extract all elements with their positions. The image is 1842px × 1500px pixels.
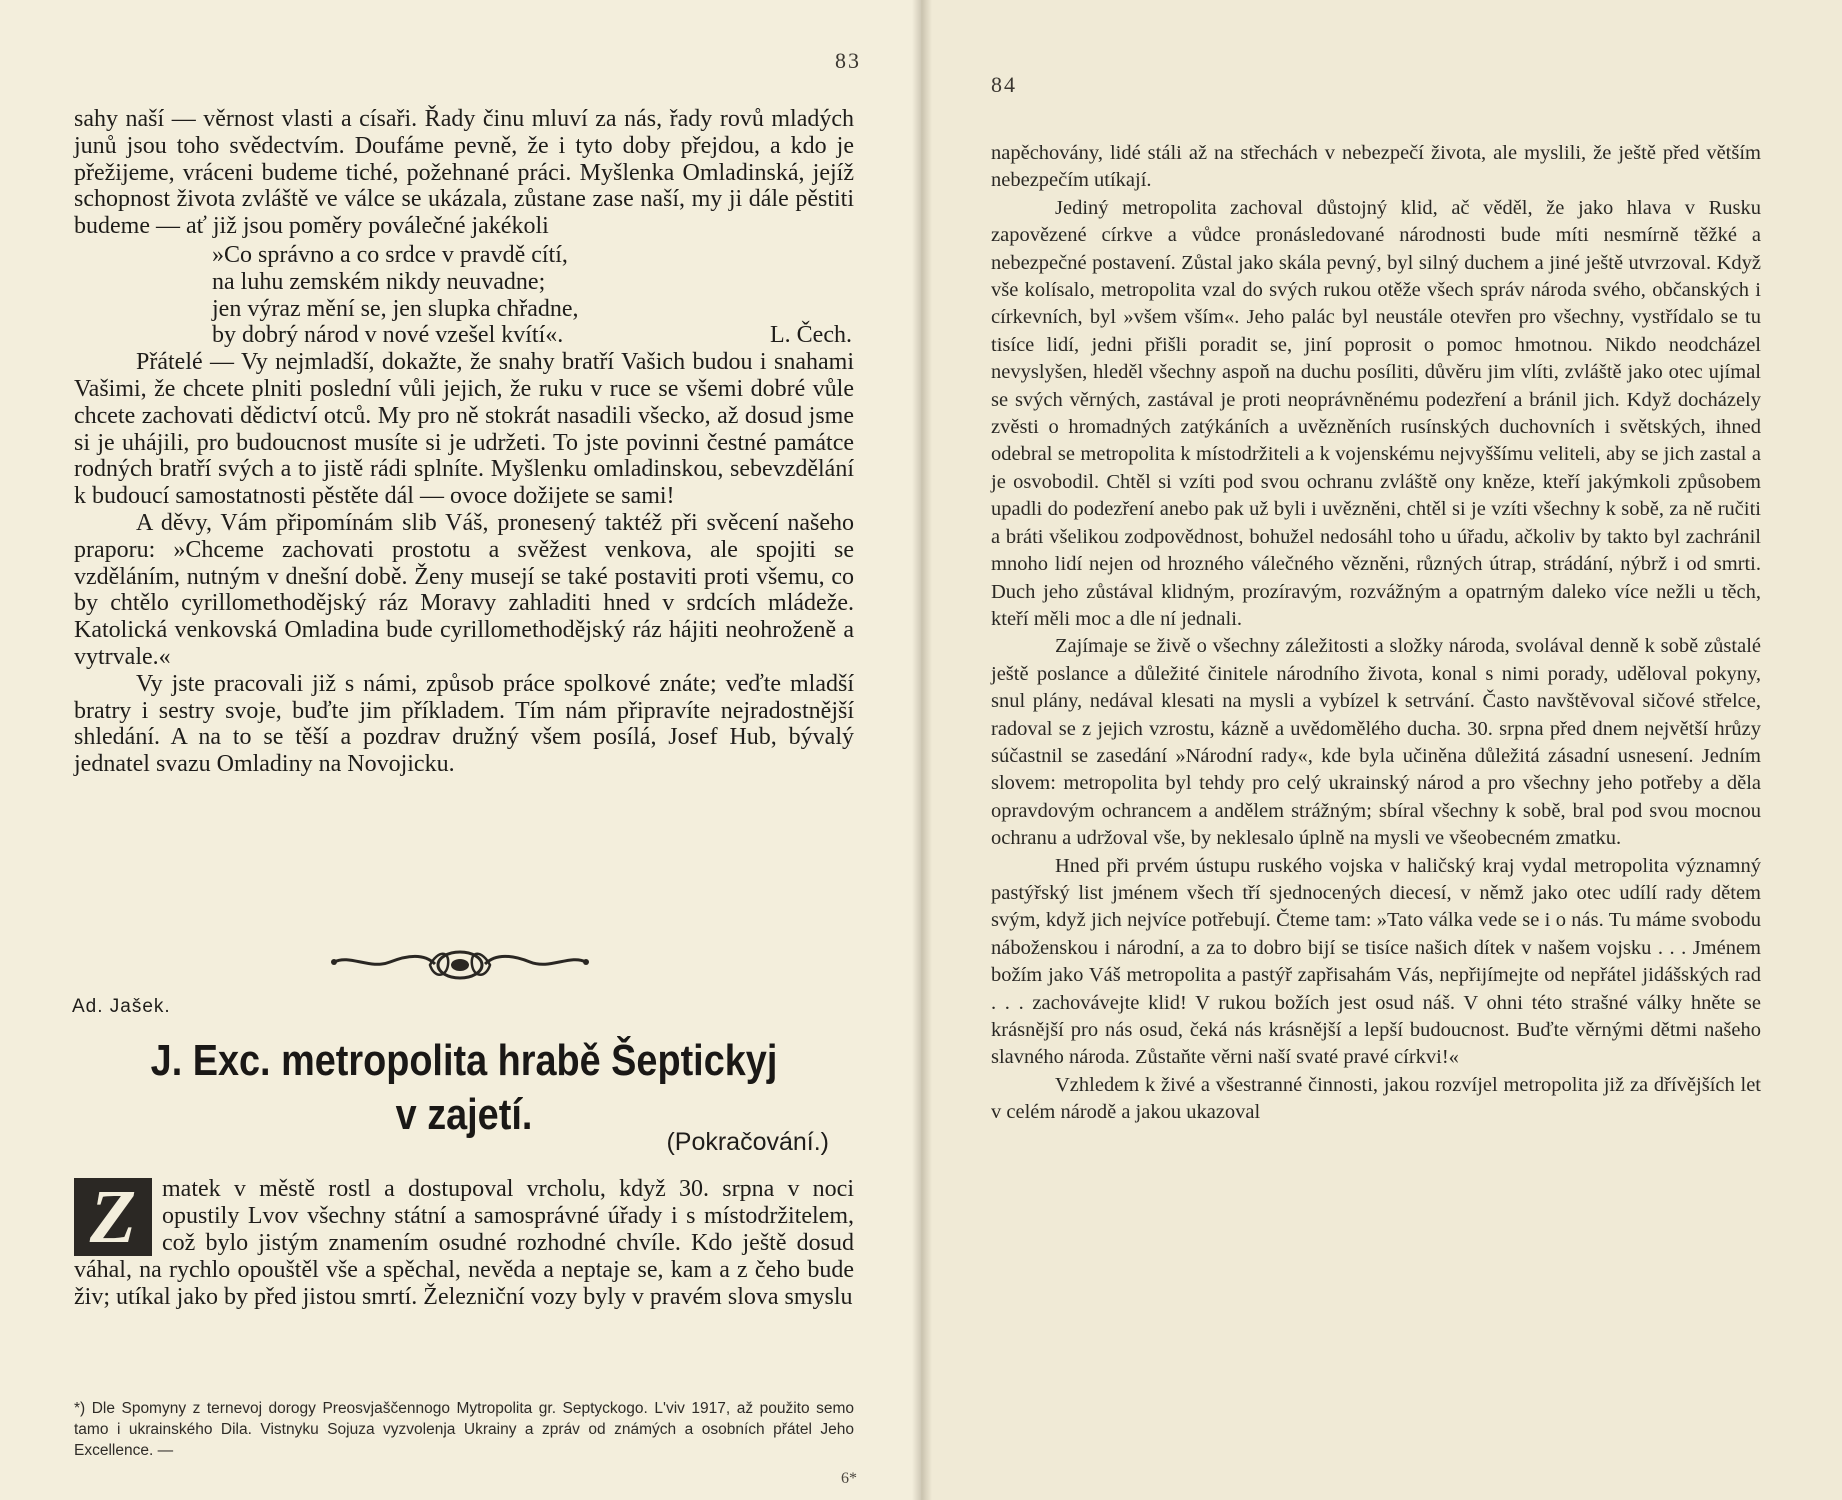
paragraph: Jediný metropolita zachoval důstojný klid, ač věděl, že jako hlava v Rusku zapovězené církve a vůdce pronásledované národnosti bude míti nesmírně těžké a nebezpečné postavení. Zůstal jako skála pevný, byl silný duchem a jiné ještě utvrzoval. Když vše kolísalo, metropolita vzal do svých rukou otěže všech správ národa svého, občanských i církevních, byl »všem vším«. Jeho palác byl neustále otevřen pro všechny, vystřídalo se tu tisíce lidí, jedni přišli poradit se, jiní poprosit o pomoc hmotnou. Nikdo neodcházel nevyslyšen, hleděl všechny aspoň na duchu posíliti, důvěru jim vlíti, zvláště jako otec ujímal se svých věrných, zastával je proti neoprávněnému podezření a bránil jich. Když docházely zvěsti o hromadných zatýkáních a uvězněních rusínských duchovních i světských, ihned odebral se metropolita k místodržiteli a k vojenskému nejvyššímu veliteli, aby se jich zastal a je osvobodil. Chtěl si vzíti pod svou ochranu zvláště ony kněze, kteří jakýmkoli způsobem upadli do podezření anebo pak už byli i uvězněni, chtěl si je vzíti všechny k sobě, za ně ručiti a bráti všelikou zodpovědnost, bohužel nedosáhl toho u úřadu, ačkoliv by takto byl zachránil mnoho lidí nejen od hrozného válečného vězněni, různých útrap, strádání, nýbrž i od smrti. Duch jeho zůstával klidným, prozíravým, rozvážným a opatrným daleko více nežli u těch, kteří měli moc a dle ní jednali. [991,196,1761,630]
paragraph: Hned při prvém ústupu ruského vojska v haličský kraj vydal metropolita významný pastýřský list jménem všech tří sjednocených diecesí, v němž jako otec udílí rady dětem svým, když jich nejvíce potřebují. Čteme tam: »Tato válka vede se i o nás. Tu máme svobodu náboženskou i národní, a za to dobro bijí se tisíce našich dítek v našem vojsku . . . Jménem božím jako Váš metropolita a pastýř zapřisahám Vás, nepřijímejte od nepřátel jidášských rad . . . zachovávejte klid! V rukou božích jest osud náš. V ohni této strašné války hněte se krásnější pro nás osud, čeká nás krásnější a lepší budoucnost. Buďte věrnými dětmi našeho slavného národa. Zůstaňte věrni naší svaté pravé církvi!« [991,854,1761,1069]
poem-quote [212,242,852,349]
poem-line-last [212,322,852,349]
paragraph: napěchovány, lidé stáli až na střechách v nebezpečí života, ale myslili, že ještě před větším nebezpečím utíkají. [991,142,1761,192]
main-text-column [74,106,854,778]
ornament-divider [330,940,590,990]
poem-line: jen výraz mění se, jen slupka chřadne, [212,295,579,322]
title-line: J. Exc. metropolita hrabě Šeptickyj [150,1036,778,1085]
poem-line: by dobrý národ v nové vzešel kvítí«. [212,322,564,349]
paragraph: sahy naší — věrnost vlasti a císaři. Řady činu mluví za nás, řady rovů mladých junů jsou toho svědectvím. Doufáme pevně, že i tyto doby přejdou, a kdo je přežijeme, vráceni budeme tiché, požehnané práci. Myšlenka Omladinská, jejíž schopnost života zvláště ve válce se ukázala, zůstane zase naší, my ji dále pěstiti budeme — ať již jsou poměry poválečné jakékoli [74,106,854,240]
paragraph: Přátelé — Vy nejmladší, dokažte, že snahy bratří Vašich budou i snahami Vašimi, že chcete plniti poslední vůli jejich, že ruku v ruce se všemi dobré vůle chcete zachovati dědictví otců. My pro ně stokrát nasadili všecko, až dosud jsme si je uhájili, pro budoucnost musíte si je udržeti. To jste povinni čestné památce rodných bratří svých a to jistě rádi splníte. Myšlenku omladinskou, sebevzdělání k budoucí samostatnosti pěstěte dál — ovoce dožijete se sami! [74,349,854,510]
poem-author: L. Čech. [770,322,852,349]
main-text-column [991,140,1761,1127]
drop-cap-initial: Z [74,1178,152,1256]
article-text: matek v městě rostl a dostupoval vrcholu, když 30. srpna v noci opustily Lvov všechny státní a samosprávné úřady i s místodržitelem, což bylo jistým znamením osudné rozhodné chvíle. Kdo ještě dosud váhal, na rychlo opouštěl vše a spěchal, nevěda a neptaje se, kam a z čeho bude živ; utíkal jako by před jistou smrtí. Železniční vozy byly v pravém slova smyslu [74,1176,854,1310]
article-body [74,1176,854,1311]
paragraph: Vy jste pracovali již s námi, způsob práce spolkové znáte; veďte mladší bratry i sestry svoje, buďte jim příkladem. Tím nám připravíte nejradostnější shledání. A na to se těší a pozdrav družný všem posílá, Josef Hub, bývalý jednatel svazu Omladiny na Novojicku. [74,670,854,778]
signature-mark: 6* [841,1470,857,1487]
article-title [129,1034,800,1142]
right-page [921,0,1842,1500]
article-subtitle: (Pokračování.) [666,1128,829,1156]
page-number: 84 [991,72,1017,97]
poem-line: na luhu zemském nikdy neuvadne; [212,268,546,295]
paragraph: Vzhledem k živé a všestranné činnosti, jakou rozvíjel metropolita již za dřívějších let v celém národě a jakou ukazoval [991,1073,1761,1124]
poem-line: »Co správno a co srdce v pravdě cítí, [212,241,568,268]
footnote: *) Dle Spomyny z ternevoj dorogy Preosvjaščennogo Mytropolita gr. Septyckogo. L'viv 1917, až použito semo tamo i ukrainského Dila. Vistnyku Sojuza vyzvolenja Ukrainy a zpráv od známých a osobních přátel Jeho Excellence. — [74,1400,854,1459]
article-author: Ad. Jašek. [72,996,171,1017]
page-number: 83 [835,48,861,73]
paragraph: A děvy, Vám připomínám slib Váš, pronesený taktéž při svěcení našeho praporu: »Chceme zachovati prostotu a svěžest venkova, ale spojiti se vzděláním, nutným v dnešní době. Ženy musejí se také postaviti proti všemu, co by chtělo cyrillomethodějský ráz Moravy zahladiti hned v srdcích mládeže. Katolická venkovská Omladina bude cyrillomethodějský ráz hájiti neohroženě a vytrvale.« [74,509,854,670]
paragraph: Zajímaje se živě o všechny záležitosti a složky národa, svolával denně k sobě zůstalé ještě poslance a důležité činitele národního života, konal s nimi porady, uděloval pokyny, snul plány, nedával klesati na mysli a vybízel k setrvání. Často navštěvoval sičové střelce, radoval se z jejich vzrostu, kázně a uvědomělého ducha. 30. srpna před dnem největší hrůzy súčastnil se zasedání »Národní rady«, kde byla učiněna důležitá zásadní usnesení. Jedním slovem: metropolita byl tehdy pro celý ukrainský národ a pro všechny jeho potřeby a děla opravdovým ochrancem a andělem strážným; sbíral všechny k sobě, bral pod svou mocnou ochranu a udržoval vše, by neklesalo úplně na mysli ve všeobecném zmatku. [991,635,1761,850]
title-line: v zajetí. [395,1090,533,1139]
